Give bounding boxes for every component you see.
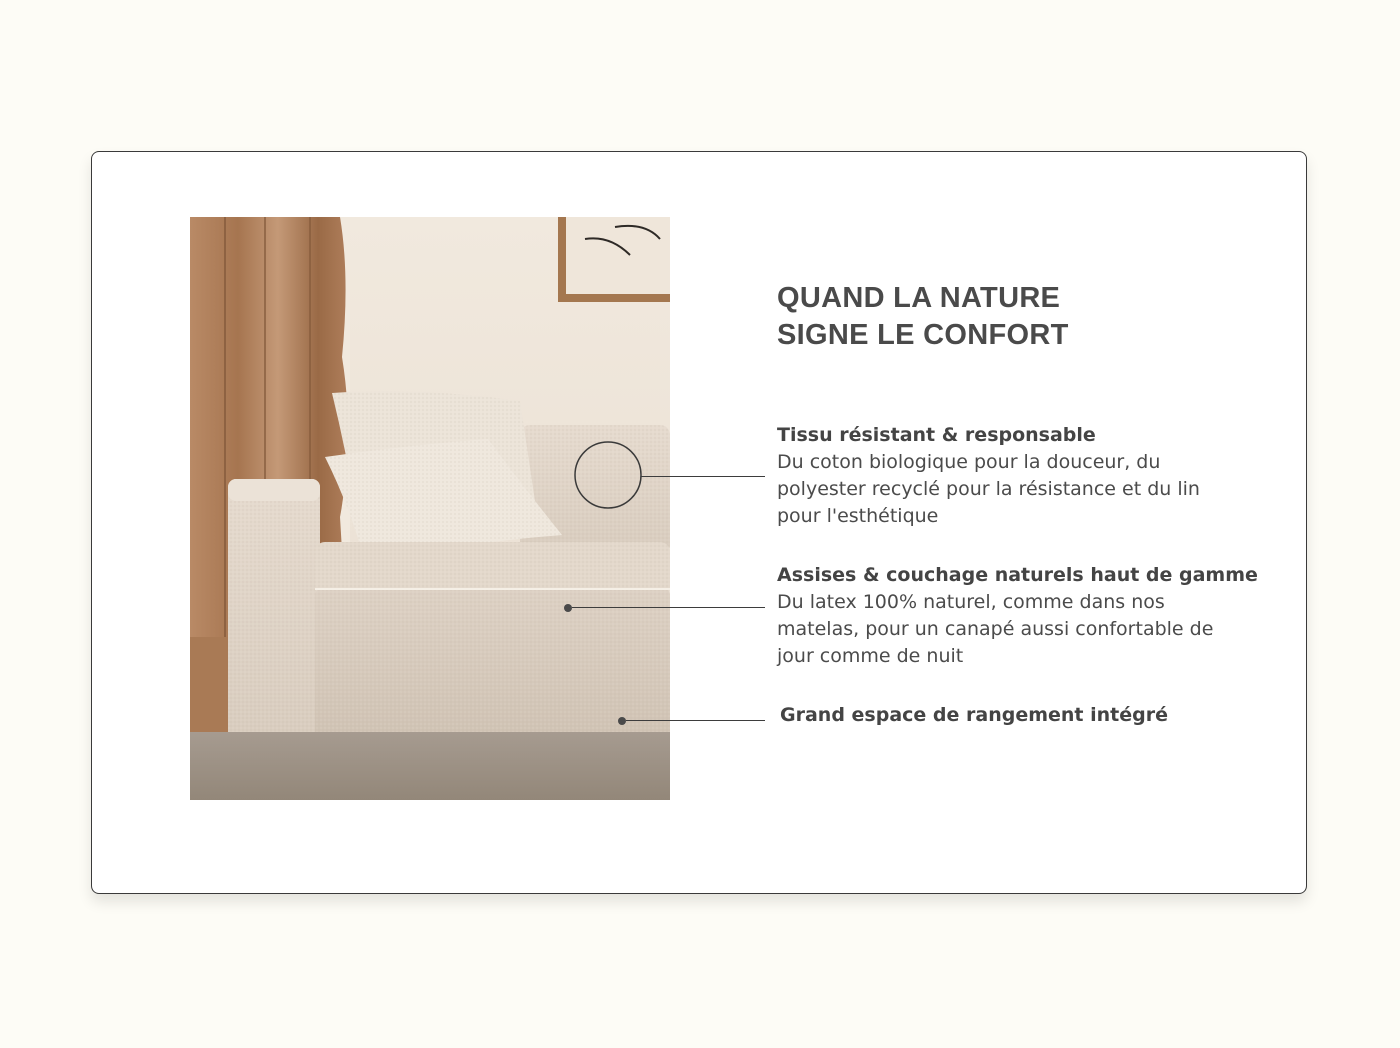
leader-line-fabric — [641, 476, 765, 477]
feature-storage — [780, 702, 1280, 729]
leader-line-seat — [572, 607, 765, 608]
title-line-1: QUAND LA NATURE — [777, 282, 1061, 314]
feature-description-line: pour l'esthétique — [777, 505, 939, 527]
feature-description-line: jour comme de nuit — [777, 645, 964, 667]
feature-description-line: matelas, pour un canapé aussi confortable de — [777, 618, 1214, 640]
sofa-photo — [190, 217, 670, 800]
feature-description — [777, 449, 1277, 530]
feature-title: Assises & couchage naturels haut de gamme — [777, 564, 1258, 586]
feature-title: Tissu résistant & responsable — [777, 424, 1096, 446]
hotspot-dot-seat — [564, 604, 572, 612]
feature-description — [777, 589, 1277, 670]
hotspot-dot-storage — [618, 717, 626, 725]
title-line-2: SIGNE LE CONFORT — [777, 319, 1069, 351]
feature-title: Grand espace de rangement intégré — [780, 704, 1168, 726]
feature-description-line: polyester recyclé pour la résistance et du lin — [777, 478, 1200, 500]
leader-line-storage — [626, 720, 765, 721]
page-title — [777, 280, 1069, 354]
feature-seating — [777, 562, 1277, 670]
feature-fabric — [777, 422, 1277, 530]
feature-description-line: Du latex 100% naturel, comme dans nos — [777, 591, 1165, 613]
feature-description-line: Du coton biologique pour la douceur, du — [777, 451, 1161, 473]
